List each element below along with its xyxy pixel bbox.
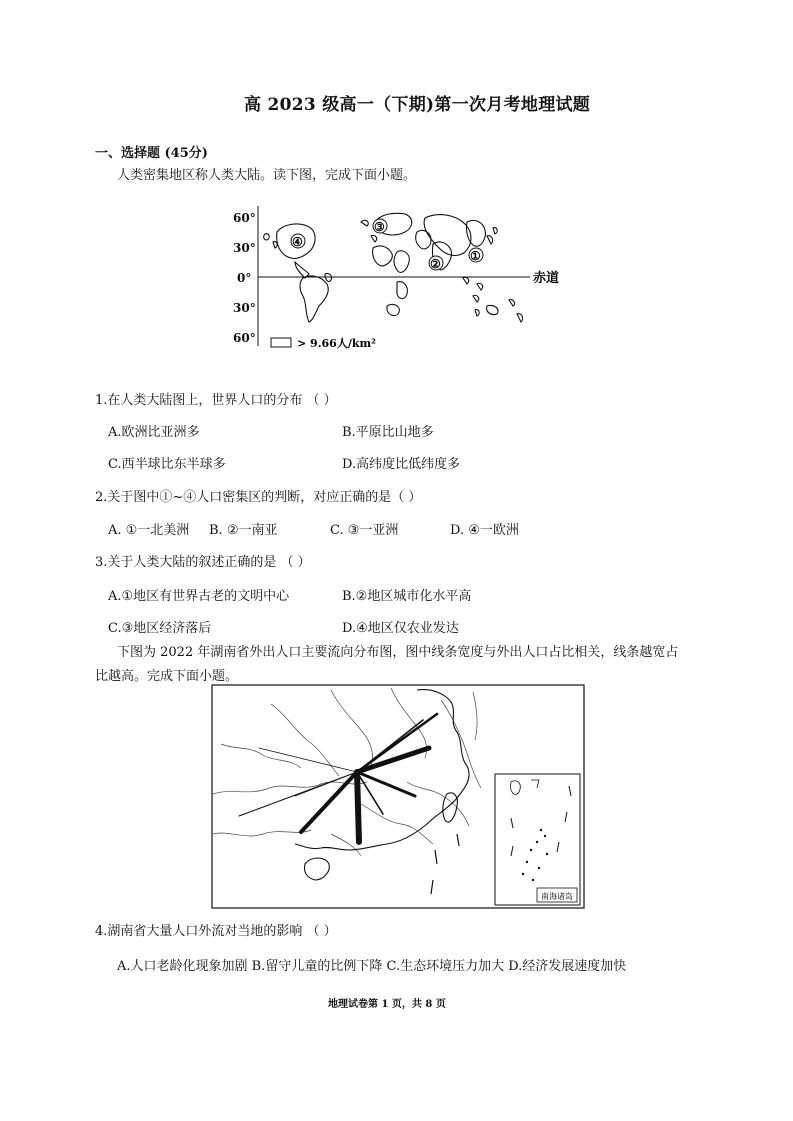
q2-option-b[interactable]: B. ②一南亚 — [209, 523, 278, 538]
inset-label: 南海诸岛 — [541, 892, 573, 901]
question-2: 2.关于图中①~④人口密集区的判断，对应正确的是（ ） — [95, 490, 422, 505]
region-label-2: ② — [430, 257, 441, 271]
q1-option-b[interactable]: B.平原比山地多 — [342, 425, 434, 440]
q1-option-d[interactable]: D.高纬度比低纬度多 — [342, 457, 461, 472]
region-south-america — [300, 276, 328, 322]
migration-flow-map — [211, 684, 585, 909]
lat-label: 60° — [233, 211, 256, 225]
lat-label: 30° — [233, 301, 256, 315]
lat-label: 0° — [237, 271, 252, 285]
region-central-america — [295, 262, 309, 278]
region-label-1: ① — [470, 249, 481, 263]
q3-option-d[interactable]: D.④地区仅农业发达 — [342, 621, 459, 636]
q4-options[interactable]: A.人口老龄化现象加剧 B.留守儿童的比例下降 C.生态环境压力加大 D.经济发展速度加快 — [117, 959, 627, 974]
q2-option-c[interactable]: C. ③一亚洲 — [330, 523, 399, 538]
intro-text-2-cont: 比越高。完成下面小题。 — [95, 669, 239, 684]
page-title: 高 2023 级高一（下期)第一次月考地理试题 — [244, 95, 591, 115]
q1-option-a[interactable]: A.欧洲比亚洲多 — [108, 425, 200, 440]
region-africa-north — [373, 246, 393, 266]
world-population-map — [225, 196, 570, 361]
q1-option-c[interactable]: C.西半球比东半球多 — [108, 457, 226, 472]
legend-swatch — [271, 338, 291, 347]
region-east-asia — [424, 215, 471, 256]
south-china-sea-inset — [495, 774, 580, 905]
region-label-3: ③ — [374, 220, 385, 234]
q2-option-d[interactable]: D. ④一欧洲 — [450, 523, 519, 538]
equator-label: 赤道 — [533, 271, 560, 286]
dense-regions — [264, 213, 523, 322]
lat-label: 60° — [233, 331, 256, 345]
question-4: 4.湖南省大量人口外流对当地的影响 （ ） — [95, 924, 337, 939]
intro-text-2: 下图为 2022 年湖南省外出人口主要流向分布图，图中线条宽度与外出人口占比相关，线条越宽占 — [117, 645, 679, 660]
q2-option-a[interactable]: A. ①一北美洲 — [108, 523, 190, 538]
q3-option-c[interactable]: C.③地区经济落后 — [108, 621, 212, 636]
intro-text-1: 人类密集地区称人类大陆。读下图，完成下面小题。 — [117, 168, 417, 183]
q3-option-a[interactable]: A.①地区有世界古老的文明中心 — [108, 589, 290, 604]
flow-line — [357, 772, 359, 842]
section-heading: 一、选择题 (45分) — [95, 146, 208, 161]
question-1: 1.在人类大陆图上，世界人口的分布 （ ） — [95, 393, 337, 408]
q3-option-b[interactable]: B.②地区城市化水平高 — [342, 589, 472, 604]
lat-label: 30° — [233, 241, 256, 255]
legend-label: > 9.66人/km² — [297, 337, 376, 350]
page-footer: 地理试卷第 1 页，共 8 页 — [328, 999, 446, 1010]
region-label-4: ④ — [292, 235, 303, 249]
question-3: 3.关于人类大陆的叙述正确的是 （ ） — [95, 555, 311, 570]
